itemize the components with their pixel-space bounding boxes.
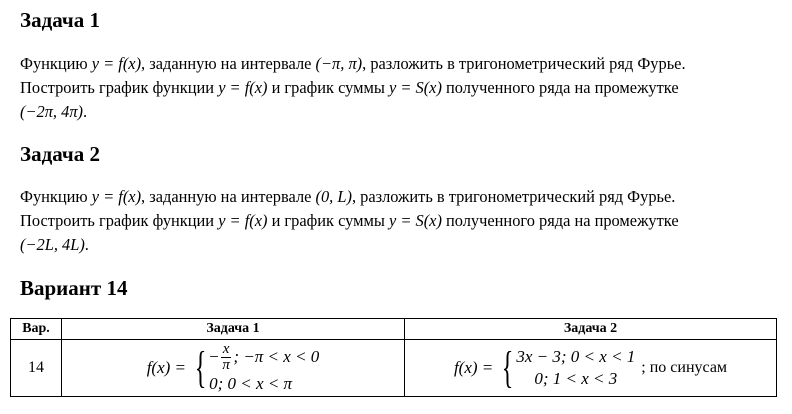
variant-heading: Вариант 14	[20, 276, 128, 300]
function-lhs: f(x) =	[146, 358, 187, 377]
task2-text-part: , разложить в тригонометрический ряд Фурье.	[351, 187, 676, 206]
brace: {	[194, 343, 207, 392]
task2-text-part: Построить график функции	[20, 211, 219, 230]
task2-text-part: .	[84, 235, 89, 254]
task1-text-part: , заданную на интервале	[141, 54, 316, 73]
column-header-task2: Задача 2	[405, 319, 777, 340]
case-1: 3x − 3; 0 < x < 1	[516, 347, 636, 366]
task1-formula: y = S(x)	[388, 78, 442, 97]
piecewise-function-2	[453, 343, 728, 392]
table-header-row	[11, 319, 777, 340]
function-lhs: f(x) =	[453, 358, 494, 377]
fraction-numerator: x	[222, 340, 230, 357]
task1-text-part: и график суммы	[267, 78, 389, 97]
task1-formula: y = f(x)	[218, 78, 268, 97]
task1-text-part: Построить график функции	[20, 78, 219, 97]
task1-formula: y = f(x)	[91, 54, 142, 73]
column-header-task1: Задача 1	[62, 319, 405, 340]
task1-text-part: полученного ряда на промежутке	[441, 78, 679, 97]
task2-text	[20, 185, 780, 257]
case-1-condition: ; −π < x < 0	[233, 347, 320, 366]
task1-interval: (−π, π)	[315, 54, 363, 73]
task1-text-part: .	[83, 102, 88, 121]
task2-text-part: , заданную на интервале	[141, 187, 316, 206]
fraction-denominator: π	[222, 356, 230, 373]
brace: {	[502, 343, 514, 392]
column-header-variant: Вар.	[11, 319, 62, 340]
task1-text-part: Функцию	[20, 54, 92, 73]
task1-heading: Задача 1	[20, 8, 100, 32]
minus-sign: −	[209, 347, 219, 366]
cell-variant-number: 14	[11, 340, 62, 397]
task1-text-part: , разложить в тригонометрический ряд Фурье.	[362, 54, 686, 73]
task2-heading: Задача 2	[20, 142, 100, 166]
fraction	[221, 342, 232, 373]
task2-range: (−2L, 4L)	[20, 235, 85, 254]
expansion-type: ; по синусам	[641, 359, 728, 376]
task1-text	[20, 52, 780, 124]
task1-range: (−2π, 4π)	[20, 102, 83, 121]
case-2: 0; 1 < x < 3	[534, 369, 618, 388]
task2-formula: y = f(x)	[91, 187, 142, 206]
piecewise-function-1	[147, 342, 320, 395]
task2-interval: (0, L)	[315, 187, 352, 206]
cases	[209, 342, 319, 395]
task2-text-part: полученного ряда на промежутке	[441, 211, 679, 230]
case-2: 0; 0 < x < π	[209, 373, 293, 393]
task2-text-part: и график суммы	[267, 211, 389, 230]
table-row	[11, 340, 777, 397]
variant-table	[10, 318, 777, 397]
task2-formula: y = S(x)	[388, 211, 442, 230]
case-1	[209, 342, 319, 373]
cell-task1-function	[62, 340, 405, 397]
cases	[516, 346, 635, 390]
task2-formula: y = f(x)	[218, 211, 268, 230]
task2-text-part: Функцию	[20, 187, 92, 206]
cell-task2-function	[405, 340, 777, 397]
